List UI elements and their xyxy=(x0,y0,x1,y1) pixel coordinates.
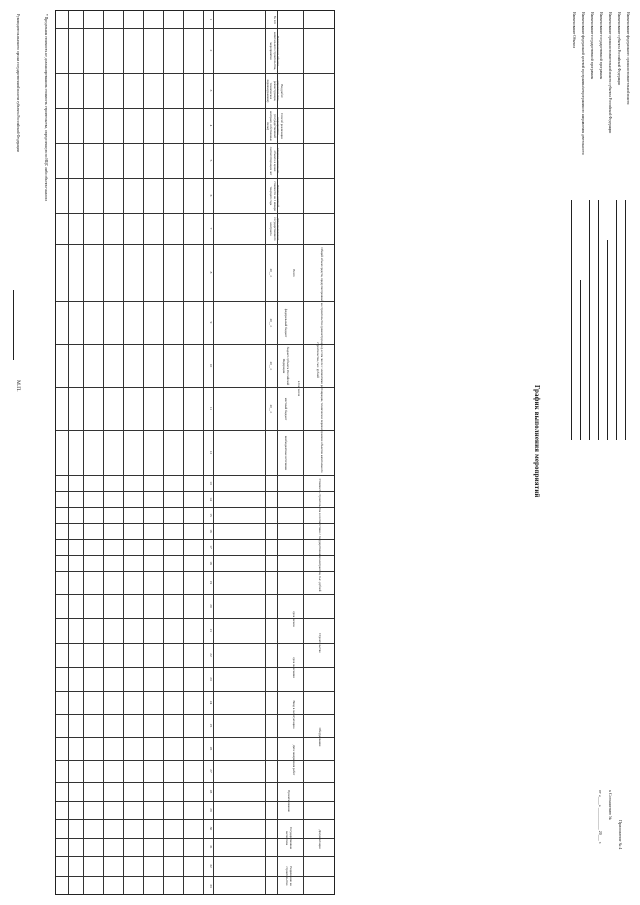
column-number: 16 xyxy=(209,529,213,533)
column-number: 29 xyxy=(209,808,213,812)
signature-label: Руководитель высшего органа государственной власти субъекта Российской Федерации xyxy=(16,14,20,152)
table-col-divider xyxy=(56,819,334,820)
year-label-4: 20__ г. xyxy=(268,404,273,414)
col-header-object: Наименование объекта капитального строительства, мероприятия xyxy=(269,31,281,71)
header-field-5-line xyxy=(589,200,590,440)
table-row-divider xyxy=(143,11,144,894)
sub-header-completion: Дата завершения работ xyxy=(291,744,296,776)
header-field-7-line xyxy=(571,200,572,440)
table-col-divider xyxy=(56,555,334,556)
table-col-divider xyxy=(56,539,334,540)
group-header-equipment: Оборудование xyxy=(317,727,322,747)
column-number: 7 xyxy=(209,227,213,230)
header-field-2-line xyxy=(616,200,617,440)
table-col-divider xyxy=(56,491,334,492)
group-header-total-funds: Общий объем средств, предусмотренный на строительство (реконструкцию), в том числе с элементами реставрации, техническое перевооружение объектов капитального строительства, тыс. рублей xyxy=(316,247,324,473)
column-number: 33 xyxy=(209,884,213,888)
header-field-5: Наименование государственной программы xyxy=(590,12,594,80)
table-row-divider xyxy=(163,11,164,894)
table-row-divider xyxy=(213,11,214,894)
sub-header-expertise: Государственная экспертиза xyxy=(285,827,293,849)
column-number: 12 xyxy=(209,450,213,455)
column-number: 4 xyxy=(209,124,213,127)
table-col-divider xyxy=(56,143,334,144)
group-header-contract-cost: Стоимость строительства в соответствии с государственным контрактом, тыс. рублей xyxy=(317,478,322,592)
column-number: 22 xyxy=(209,653,213,657)
table-col-divider xyxy=(56,475,334,476)
column-number: 3 xyxy=(209,89,213,92)
header-field-3-line xyxy=(607,240,608,440)
table-col-divider xyxy=(56,714,334,715)
table-col-divider xyxy=(56,618,334,619)
sub-header-end: срок окончания xyxy=(291,657,296,678)
table-col-divider xyxy=(56,387,334,388)
table-col-divider xyxy=(56,28,334,29)
column-number: 19 xyxy=(209,580,213,585)
header-field-2: Наименование субъекта Российской Федерации xyxy=(617,12,621,86)
table-col-divider xyxy=(56,876,334,877)
col-header-work-type: Вид работ (строительство, реконструкция, техническое перевооружение) xyxy=(265,79,284,103)
column-number: 25 xyxy=(209,723,213,728)
year-label-2: 20__ г. xyxy=(268,318,273,328)
col-header-balance: Остаток сметной стоимости на 1 января текущего года xyxy=(269,181,281,211)
col-header-estimate: Сметная стоимость объекта в ценах соответствующих лет xyxy=(269,146,281,176)
sub-header-extrabudget: внебюджетные источники xyxy=(283,435,288,471)
column-number: 14 xyxy=(209,497,213,501)
table-col-divider xyxy=(56,73,334,74)
table-col-divider xyxy=(56,571,334,572)
table-row-divider xyxy=(103,11,104,894)
col-header-method: Способ реализации мероприятия (государственный контракт, собственные силы) xyxy=(265,111,284,141)
table-row-divider xyxy=(83,11,84,894)
table-col-divider xyxy=(56,244,334,245)
header-field-4: Наименование государственной программы xyxy=(599,12,603,80)
table-row-divider xyxy=(303,11,304,894)
table-row-divider xyxy=(183,11,184,894)
sub-header-permit: Разрешение на строительство xyxy=(285,866,293,886)
col-header-number: № п/п xyxy=(272,16,277,24)
header-field-6: Наименование федеральной целевой программы/непрограммного направления деятельности xyxy=(581,12,585,155)
year-label-1: 20__ г. xyxy=(268,268,273,278)
footnote: * Предельная стоимость не должна превышать стоимость строительства, определенную по НЦС либо объекта-аналога xyxy=(44,14,48,202)
column-number: 26 xyxy=(209,746,213,751)
appendix-label: Приложение № 4 xyxy=(618,820,623,850)
table-col-divider xyxy=(56,667,334,668)
header-field-4-line xyxy=(598,200,599,440)
column-number: 8 xyxy=(209,271,213,274)
sub-header-municipal: местный бюджет xyxy=(283,397,288,421)
table-col-divider xyxy=(56,178,334,179)
column-number: 28 xyxy=(209,789,213,794)
table-col-divider xyxy=(56,108,334,109)
column-number: 23 xyxy=(209,677,213,681)
column-number: 15 xyxy=(209,513,213,517)
group-header-works: Строительство xyxy=(317,633,322,653)
signature-line xyxy=(13,290,14,360)
column-number: 24 xyxy=(209,700,213,705)
column-number: 21 xyxy=(209,628,213,633)
column-number: 31 xyxy=(209,845,213,849)
stamp-placeholder: М.П. xyxy=(15,380,21,392)
sub-header-incl: в том числе xyxy=(296,380,301,397)
column-number: 5 xyxy=(209,159,213,162)
sub-header-design: Проектирование xyxy=(286,790,291,812)
column-number: 18 xyxy=(209,561,213,565)
table-col-divider xyxy=(56,523,334,524)
table-col-divider xyxy=(56,430,334,431)
table-col-divider xyxy=(56,691,334,692)
table-col-divider xyxy=(56,594,334,595)
table-col-divider xyxy=(56,213,334,214)
table-row-divider xyxy=(265,11,266,894)
table-row-divider xyxy=(203,11,204,894)
table-col-divider xyxy=(56,643,334,644)
table-col-divider xyxy=(56,782,334,783)
header-field-1-line xyxy=(625,200,626,440)
column-number: 1 xyxy=(209,18,213,21)
table-col-divider xyxy=(56,801,334,802)
column-number: 32 xyxy=(209,864,213,868)
column-number: 2 xyxy=(209,49,213,52)
sub-header-start: срок начала xyxy=(291,611,296,627)
table-col-divider xyxy=(56,507,334,508)
column-number: 13 xyxy=(209,481,213,485)
header-field-7: Наименование Объекта xyxy=(572,12,576,48)
column-number: 11 xyxy=(209,406,213,411)
sub-header-federal: федеральный бюджет xyxy=(283,308,288,338)
appendix-date: от «____» ___________ 20___ г. xyxy=(598,790,603,844)
table-col-divider xyxy=(56,737,334,738)
year-label-3: 20__ г. xyxy=(268,361,273,371)
group-header-documents: Документация xyxy=(317,829,322,849)
appendix-agreement: к Соглашению № xyxy=(608,790,613,820)
document-title: График выполнения мероприятий xyxy=(533,385,540,498)
header-field-1: Наименование федерального органа исполнительной власти xyxy=(626,12,630,105)
column-number: 20 xyxy=(209,604,213,608)
column-number: 27 xyxy=(209,769,213,773)
header-field-6-line xyxy=(580,280,581,440)
header-field-3: Наименование органа исполнительной власти субъекта Российской Федерации xyxy=(608,12,612,134)
column-number: 30 xyxy=(209,826,213,831)
sub-header-regional: бюджет субъекта Российской Федерации xyxy=(282,346,290,386)
table-row-divider xyxy=(123,11,124,894)
schedule-table xyxy=(55,10,335,895)
column-number: 6 xyxy=(209,194,213,197)
table-row-divider xyxy=(68,11,69,894)
col-header-contract-date: Дата заключения государственного контракта xyxy=(269,217,281,241)
table-col-divider xyxy=(56,344,334,345)
sub-header-commission: Ввод в эксплуатацию xyxy=(291,700,296,729)
column-number: 10 xyxy=(209,363,213,368)
column-number: 9 xyxy=(209,321,213,324)
table-row-divider xyxy=(277,11,278,894)
table-col-divider xyxy=(56,760,334,761)
column-number: 17 xyxy=(209,545,213,549)
sub-header-all: Всего xyxy=(291,269,296,277)
table-col-divider xyxy=(56,301,334,302)
table-col-divider xyxy=(56,856,334,857)
table-col-divider xyxy=(56,838,334,839)
